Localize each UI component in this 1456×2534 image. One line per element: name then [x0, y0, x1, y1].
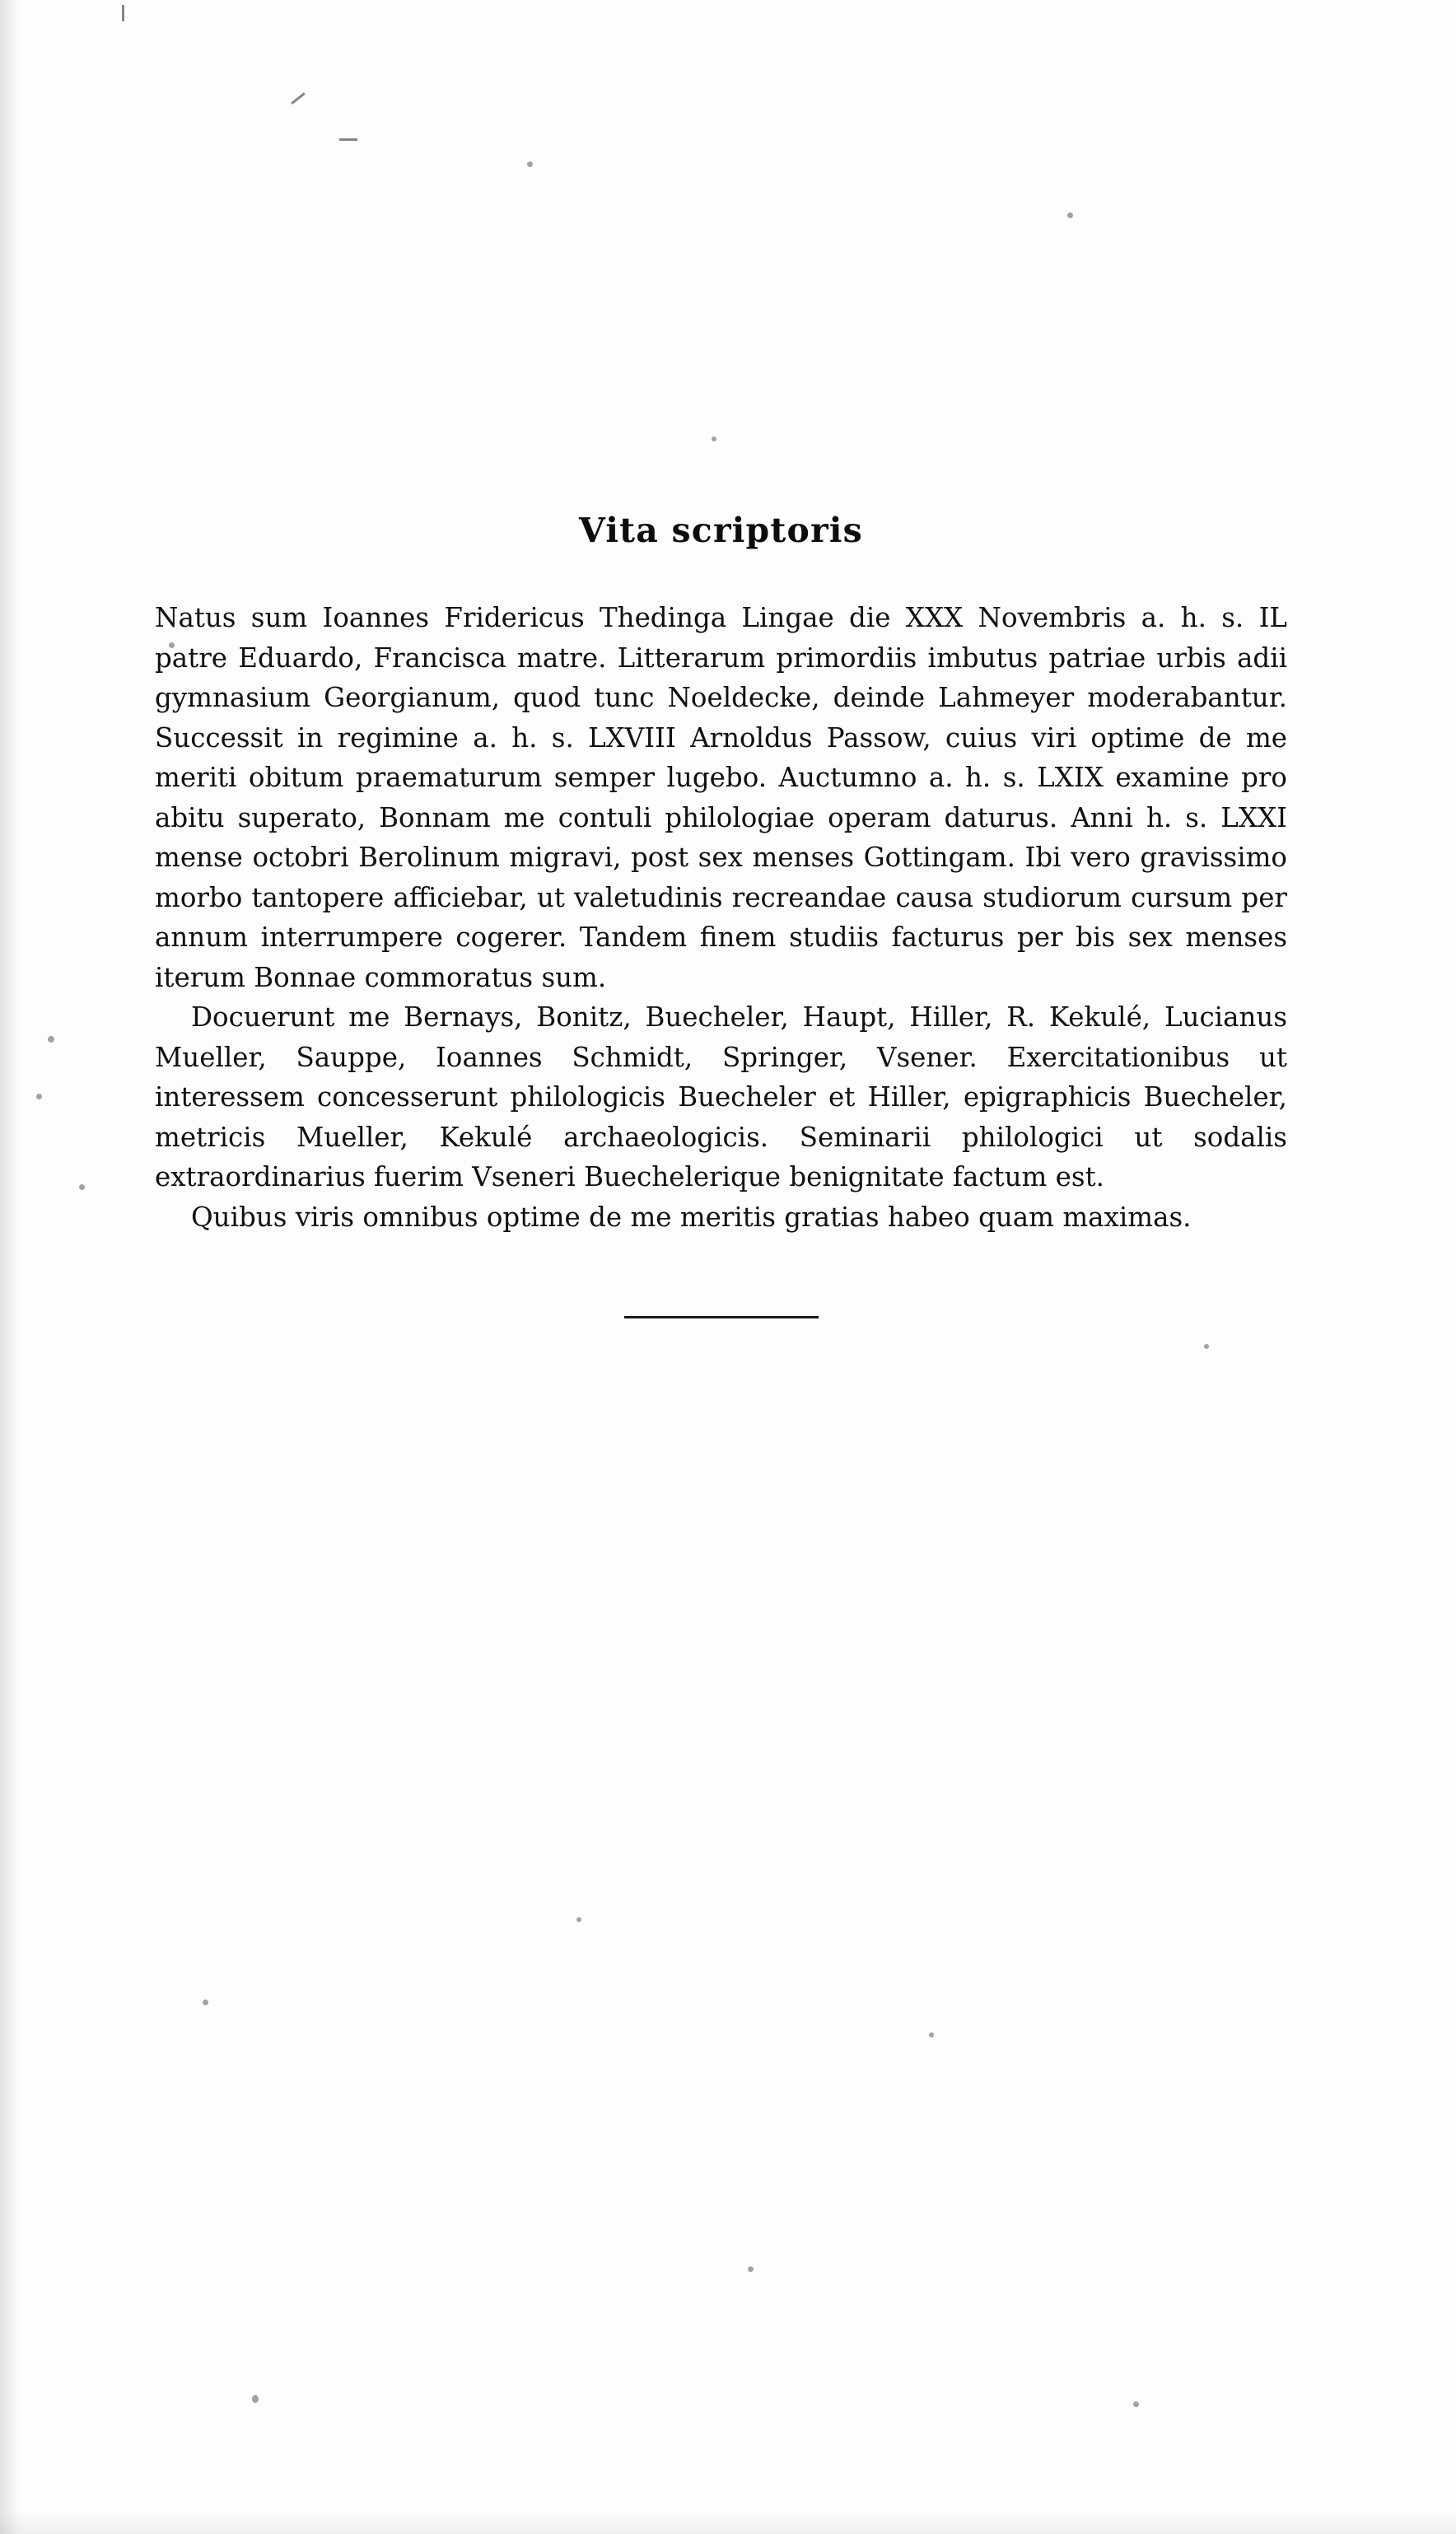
scan-artifact	[291, 92, 306, 105]
scan-artifact	[339, 138, 357, 141]
scan-artifact	[252, 2395, 259, 2403]
scan-artifact	[203, 2000, 208, 2005]
scan-artifact	[79, 1184, 85, 1190]
scan-artifact	[712, 436, 716, 441]
paragraph: Natus sum Ioannes Fridericus Thedinga Lingae die XXX Novembris a. h. s. IL patre Eduardo, Francisca matre. Litterarum primordiis imbutus patriae urbis adii gymnasium Georgianum, quod tunc Noeldecke, deinde Lahmeyer moderabantur. Successit in regimine a. h. s. LXVIII Arnoldus Passow, cuius viri optime de me meriti obitum praematurum semper lugebo. Auctumno a. h. s. LXIX examine pro abitu superato, Bonnam me contuli philologiae operam daturus. Anni h. s. LXXI mense octobri Berolinum migravi, post sex menses Gottingam. Ibi vero gravissimo morbo tantopere afficiebar, ut valetudinis recreandae causa studiorum cursum per annum interrumpere cogerer. Tandem finem studiis facturus per bis sex menses iterum Bonnae commoratus sum.	[155, 602, 1287, 993]
paragraph: Quibus viris omnibus optime de me meritis gratias habeo quam maximas.	[191, 1201, 1192, 1233]
page-edge-shadow-bottom	[0, 2509, 1456, 2534]
scan-artifact	[48, 1036, 54, 1043]
scan-artifact	[1133, 2401, 1139, 2407]
scan-artifact	[929, 2032, 934, 2037]
scan-artifact	[1067, 212, 1073, 218]
scan-artifact	[576, 1917, 581, 1922]
scan-artifact	[36, 1094, 42, 1099]
scan-artifact	[122, 5, 124, 21]
scan-artifact	[527, 161, 533, 167]
horizontal-rule-divider	[624, 1316, 819, 1318]
page-title: Vita scriptoris	[579, 511, 863, 550]
page-edge-shadow-left	[0, 0, 21, 2534]
scan-artifact	[1204, 1344, 1209, 1349]
document-body	[155, 511, 1287, 1318]
paragraph: Docuerunt me Bernays, Bonitz, Buecheler, Haupt, Hiller, R. Kekulé, Lucianus Mueller, Sauppe, Ioannes Schmidt, Springer, Vsener. Exercitationibus ut interessem concesserunt philologicis Buecheler et Hiller, epigraphicis Buecheler, metricis Mueller, Kekulé archaeologicis. Seminarii philologici ut sodalis extraordinarius fuerim Vseneri Buechelerique benignitate factum est.	[155, 1001, 1287, 1192]
scan-artifact	[748, 2266, 754, 2272]
